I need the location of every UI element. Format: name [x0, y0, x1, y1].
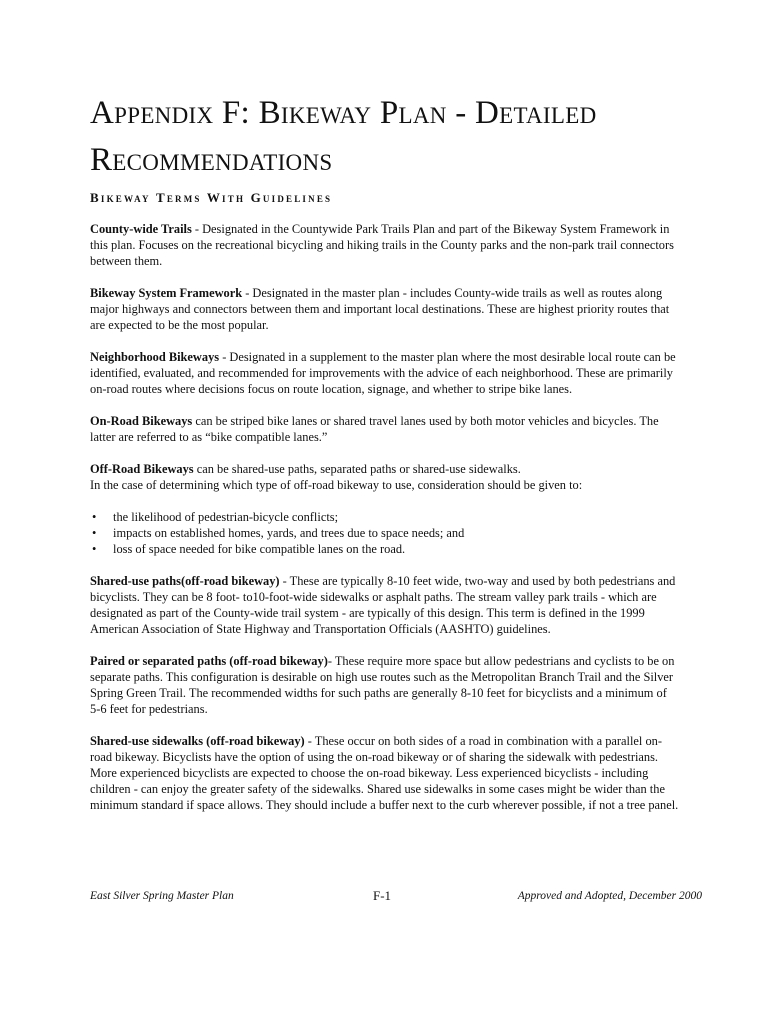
list-item [90, 541, 680, 557]
section-subheading: Bikeway Terms With Guidelines [90, 190, 333, 205]
term-description: - Designated in the Countywide Park Trails Plan and part of the Bikeway System Framework in this plan. Focuses on the recreational bicycling and hiking trails in the County parks and the non-park trail connectors between them. [90, 222, 674, 268]
paragraph-county-wide-trails [90, 221, 680, 269]
paragraph-neighborhood-bikeways [90, 349, 680, 397]
term-description: - These require more space but allow pedestrians and cyclists to be on separate paths. This configuration is desirable on high use routes such as the Metropolitan Branch Trail and the Silver Spring Green Trail. The recommended widths for such paths are generally 8-10 feet for bicyclists and a minimum of 5-6 feet for pedestrians. [90, 654, 675, 716]
term-label: County-wide Trails [90, 222, 192, 236]
term-label: Neighborhood Bikeways [90, 350, 220, 364]
term-description: - These are typically 8-10 feet wide, two-way and used by both pedestrians and bicyclists. They can be 8 foot- to10-foot-wide sidewalks or asphalt paths. The stream valley park trails - which are designated as part of the County-wide trail system - are typically of this design. This term is defined in the 1999 American Association of State Highway and Transportation Officials (AASHTO) guidelines. [90, 574, 676, 636]
document-body [90, 221, 680, 829]
bullet-icon: • [92, 542, 97, 556]
term-description: - Designated in a supplement to the master plan where the most desirable local route can be identified, evaluated, and recommended for improvements with the advice of each neighborhood. These are primarily on-road routes where decisions focus on route location, signage, and whether to stripe bike lanes. [90, 350, 676, 396]
term-label: Paired or separated paths (off-road bikeway) [90, 654, 328, 668]
off-road-consideration-text: In the case of determining which type of off-road bikeway to use, consideration should be given to: [90, 478, 583, 492]
paragraph-off-road-bikeways [90, 461, 680, 493]
term-description: - These occur on both sides of a road in combination with a parallel on-road bikeway. Bicyclists have the option of using the on-road bikeway or of sharing the sidewalk with pedestrians. More experienced bicyclists are expected to choose the on-road bikeway. Less experienced bicyclists - including children - can enjoy the greater safety of the sidewalks. Shared use sidewalks in some cases might be wider than the minimum standard if space allows. They should include a buffer next to the curb wherever possible, if not a tree panel. [90, 734, 679, 812]
term-label: Shared-use paths(off-road bikeway) [90, 574, 280, 588]
title-line-1: Appendix F: Bikeway Plan - Detailed [90, 95, 597, 131]
term-label: Bikeway System Framework [90, 286, 243, 300]
paragraph-shared-use-paths [90, 573, 680, 637]
bullet-icon: • [92, 510, 97, 524]
list-item-text: impacts on established homes, yards, and trees due to space needs; and [113, 526, 465, 540]
paragraph-shared-use-sidewalks [90, 733, 680, 813]
term-description: - Designated in the master plan - includes County-wide trails as well as routes along major highways and connectors between them and important local destinations. These are highest priority routes that are expected to be the most popular. [90, 286, 670, 332]
paragraph-on-road-bikeways [90, 413, 680, 445]
page-number: F-1 [373, 888, 392, 903]
term-label: On-Road Bikeways [90, 414, 193, 428]
list-item [90, 509, 680, 525]
list-item-text: the likelihood of pedestrian-bicycle conflicts; [113, 510, 339, 524]
page-title [90, 90, 730, 184]
footer-plan-name: East Silver Spring Master Plan [90, 890, 234, 902]
paragraph-bikeway-system-framework [90, 285, 680, 333]
term-label: Off-Road Bikeways [90, 462, 194, 476]
page-footer [90, 888, 702, 906]
title-line-2: Recommendations [90, 142, 333, 178]
list-item [90, 525, 680, 541]
paragraph-paired-separated-paths [90, 653, 680, 717]
footer-adoption-date: Approved and Adopted, December 2000 [517, 890, 702, 902]
consideration-list [90, 509, 680, 557]
term-description: can be shared-use paths, separated paths or shared-use sidewalks. [193, 462, 521, 476]
bullet-icon: • [92, 526, 97, 540]
term-label: Shared-use sidewalks (off-road bikeway) [90, 734, 305, 748]
term-description: can be striped bike lanes or shared travel lanes used by both motor vehicles and bicycles. The latter are referred to as “bike compatible lanes.” [90, 414, 659, 444]
list-item-text: loss of space needed for bike compatible lanes on the road. [113, 542, 406, 556]
